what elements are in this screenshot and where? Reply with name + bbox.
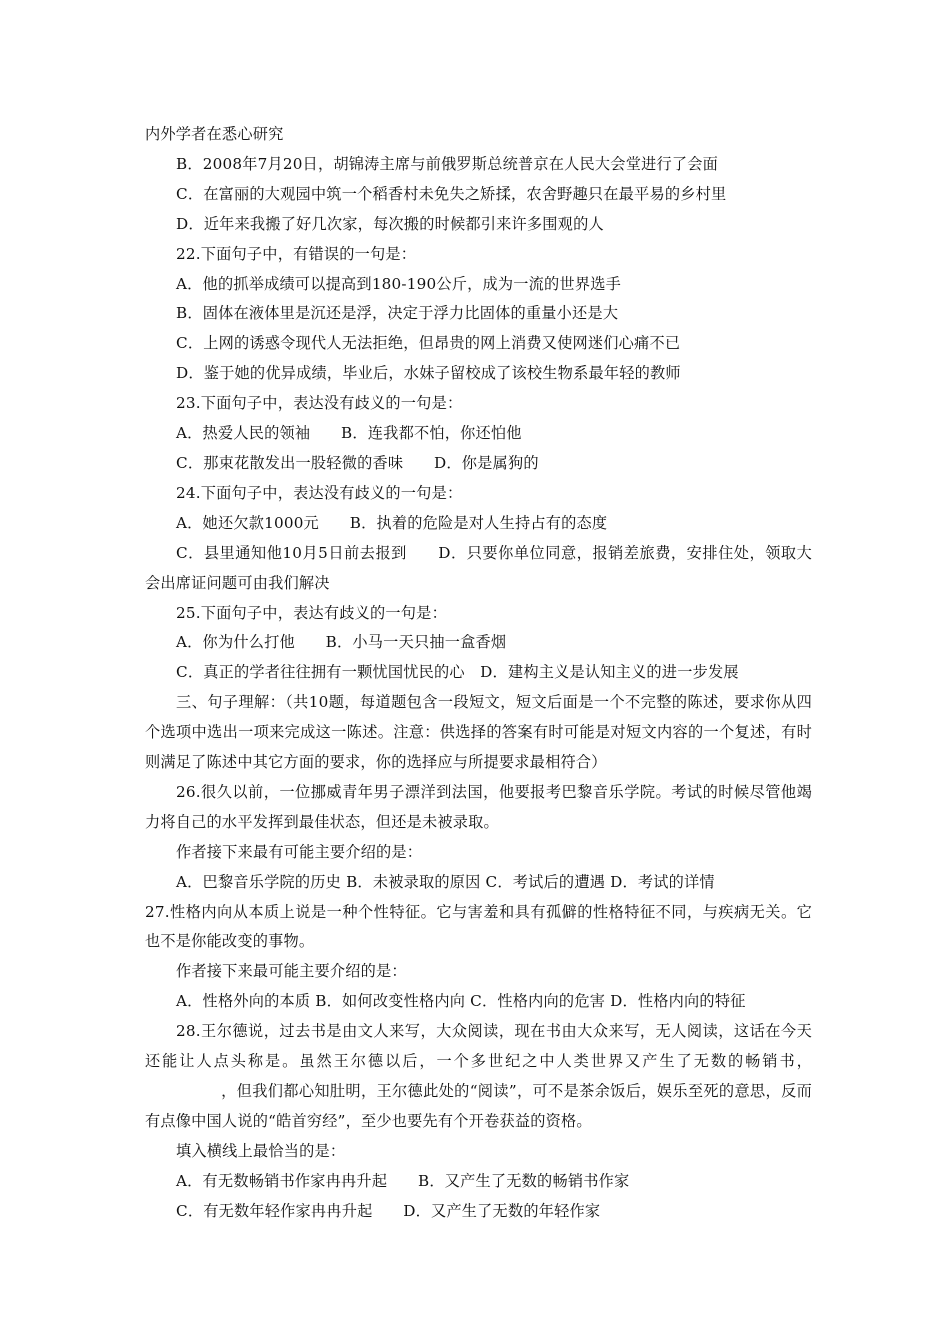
option-c: C．上网的诱惑令现代人无法拒绝，但昂贵的网上消费又使网迷们心痛不已 <box>176 334 681 353</box>
options-ab: A．热爱人民的领袖 B．连我都不怕，你还怕他 <box>176 424 522 443</box>
options-ab: A．你为什么打他 B．小马一天只抽一盒香烟 <box>176 633 507 652</box>
options-cd: C．那束花散发出一股轻微的香味 D．你是属狗的 <box>176 453 539 472</box>
question-27-options: A．性格外向的本质 B．如何改变性格内向 C．性格内向的危害 D．性格内向的特征 <box>176 992 746 1011</box>
question-28-prompt: 填入横线上最恰当的是： <box>176 1141 346 1160</box>
question-28-passage <box>145 1017 812 1137</box>
question-27-passage: 27.性格内向从本质上说是一种个性特征。它与害羞和具有孤僻的性格特征不同，与疾病无关。它也不是你能改变的事物。 <box>145 902 812 951</box>
question-24: 24.下面句子中，表达没有歧义的一句是： <box>176 483 463 502</box>
question-26-options: A．巴黎音乐学院的历史 B．未被录取的原因 C．考试后的遭遇 D．考试的详情 <box>176 872 715 891</box>
question-22: 22.下面句子中，有错误的一句是： <box>176 244 417 263</box>
options-cd: C．县里通知他10月5日前去报到 D．只要你单位同意，报销差旅费，安排住处，领取大会出席证问题可由我们解决 <box>145 543 812 592</box>
option-a: A．他的抓举成绩可以提高到180-190公斤，成为一流的世界选手 <box>176 274 621 293</box>
question-26-prompt: 作者接下来最有可能主要介绍的是： <box>176 842 423 861</box>
text-line: 内外学者在悉心研究 <box>145 125 284 143</box>
options-ab: A．她还欠款1000元 B．执着的危险是对人生持占有的态度 <box>176 513 608 532</box>
question-26-passage: 26.很久以前，一位挪威青年男子漂洋到法国，他要报考巴黎音乐学院。考试的时候尽管他竭力将自己的水平发挥到最佳状态，但还是未被录取。 <box>145 782 812 831</box>
passage-part-2: ，但我们都心知肚明，王尔德此处的“阅读”，可不是茶余饭后，娱乐至死的意思，反而有点像中国人说的“皓首穷经”，至少也要先有个开卷获益的资格。 <box>145 1082 812 1130</box>
question-23: 23.下面句子中，表达没有歧义的一句是： <box>176 394 463 413</box>
option-d: D．近年来我搬了好几次家，每次搬的时候都引来许多围观的人 <box>176 214 604 233</box>
section-heading-sentence-understanding: 三、句子理解：（共10题，每道题包含一段短文，短文后面是一个不完整的陈述，要求你从四个选项中选出一项来完成这一陈述。注意：供选择的答案有时可能是对短文内容的一个复述，有时则满足了陈述中其它方面的要求，你的选择应与所提要求最相符合） <box>145 693 812 772</box>
option-b: B．固体在液体里是沉还是浮，决定于浮力比固体的重量小还是大 <box>176 304 619 323</box>
option-c: C．在富丽的大观园中筑一个稻香村未免失之矫揉，农舍野趣只在最平易的乡村里 <box>176 184 727 203</box>
question-27-prompt: 作者接下来最可能主要介绍的是： <box>176 962 407 981</box>
document-page <box>145 120 812 1227</box>
option-d: D．鉴于她的优异成绩，毕业后，水妹子留校成了该校生物系最年轻的教师 <box>176 364 681 383</box>
question-25: 25.下面句子中，表达有歧义的一句是： <box>176 603 447 622</box>
option-b: B．2008年7月20日，胡锦涛主席与前俄罗斯总统普京在人民大会堂进行了会面 <box>176 154 719 173</box>
passage-part-1: 28.王尔德说，过去书是由文人来写，大众阅读，现在书由大众来写，无人阅读，这话在今天还能让人点头称是。虽然王尔德以后，一个多世纪之中人类世界又产生了无数的畅销书， <box>145 1022 812 1071</box>
options-ab: A．有无数畅销书作家冉冉升起 B．又产生了无数的畅销书作家 <box>176 1171 630 1190</box>
options-cd: C．有无数年轻作家冉冉升起 D．又产生了无数的年轻作家 <box>176 1201 601 1220</box>
options-cd: C．真正的学者往往拥有一颗忧国忧民的心 D．建构主义是认知主义的进一步发展 <box>176 663 739 682</box>
